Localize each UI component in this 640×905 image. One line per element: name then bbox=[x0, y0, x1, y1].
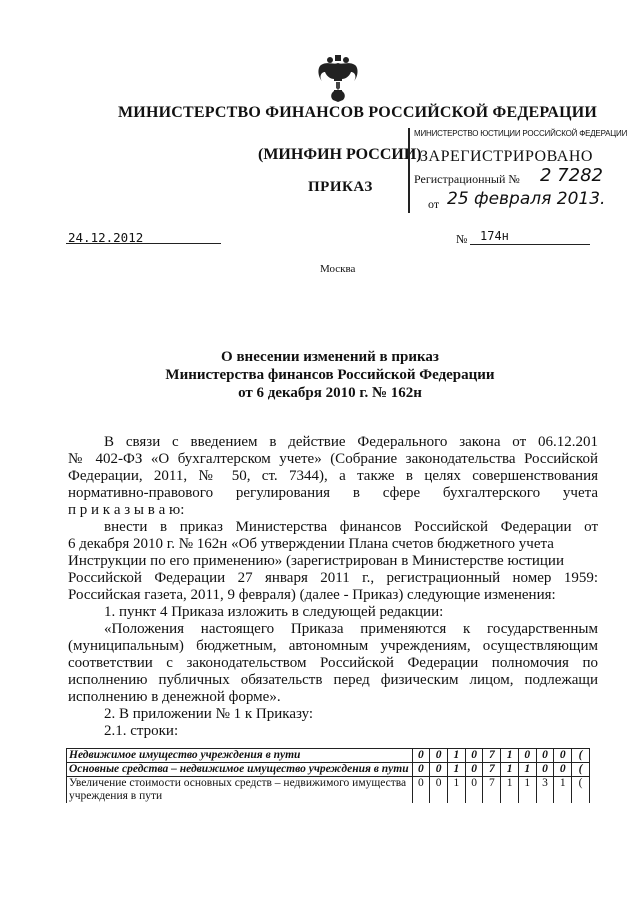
row-name: Основные средства – недвижимое имущество учреждения в пути bbox=[67, 763, 413, 777]
digit-cell: 0 bbox=[465, 763, 483, 777]
number-sign: № bbox=[456, 232, 468, 246]
title-line-3: от 6 декабря 2010 г. № 162н bbox=[238, 385, 422, 401]
city: Москва bbox=[320, 263, 356, 275]
order-number: 174н bbox=[480, 229, 509, 243]
body-line: В связи с введением в действие Федерального закона от 06.12.201 bbox=[104, 434, 598, 450]
ministry-name: МИНИСТЕРСТВО ФИНАНСОВ РОССИЙСКОЙ ФЕДЕРАЦИИ bbox=[118, 104, 598, 121]
body-line: 6 декабря 2010 г. № 162н «Об утверждении Плана счетов бюджетного учета bbox=[68, 536, 554, 552]
ministry-abbreviation: (МИНФИН РОССИИ) bbox=[258, 146, 422, 163]
order-body bbox=[68, 434, 598, 740]
digit-cell: ( bbox=[572, 763, 590, 777]
digit-cell: 0 bbox=[554, 749, 572, 763]
body-line: внести в приказ Министерства финансов Российской Федерации от bbox=[104, 519, 598, 535]
digit-cell: 0 bbox=[412, 749, 430, 763]
stamp-border bbox=[408, 128, 414, 213]
digit-cell: 1 bbox=[554, 777, 572, 804]
digit-cell: 1 bbox=[518, 777, 536, 804]
table-row bbox=[67, 777, 590, 804]
table-row bbox=[67, 749, 590, 763]
body-line: исполнению в денежной форме». bbox=[68, 689, 281, 705]
stamp-reg-number: 2 7282 bbox=[540, 165, 603, 186]
digit-cell: ( bbox=[572, 777, 590, 804]
order-title bbox=[120, 348, 540, 402]
body-line: № 402-ФЗ «О бухгалтерском учете» (Собрание законодательства Российской bbox=[68, 451, 598, 467]
digit-cell: 7 bbox=[483, 777, 501, 804]
stamp-registered: ЗАРЕГИСТРИРОВАНО bbox=[420, 148, 593, 165]
title-line-2: Министерства финансов Российской Федерации bbox=[165, 367, 495, 383]
digit-cell: 1 bbox=[448, 777, 466, 804]
body-line: Инструкции по его применению» (зарегистрирован в Министерстве юстиции bbox=[68, 553, 564, 569]
title-line-1: О внесении изменений в приказ bbox=[221, 349, 439, 365]
row-name: Увеличение стоимости основных средств – недвижимого имущества учреждения в пути bbox=[67, 777, 413, 804]
digit-cell: 0 bbox=[465, 749, 483, 763]
body-line: «Положения настоящего Приказа применяются к государственным bbox=[104, 621, 598, 637]
accounts-table bbox=[66, 748, 590, 803]
digit-cell: 1 bbox=[501, 777, 519, 804]
body-line: (муниципальным) бюджетным, автономным учреждениям, осуществляющим bbox=[68, 638, 598, 654]
digit-cell: 0 bbox=[430, 777, 448, 804]
digit-cell: 0 bbox=[554, 763, 572, 777]
table-row bbox=[67, 763, 590, 777]
body-line: нормативно-правового регулирования в сфере бухгалтерского учета bbox=[68, 485, 598, 501]
body-line: Российской Федерации 27 января 2011 г., регистрационный номер 1959: bbox=[68, 570, 598, 586]
row-name: Недвижимое имущество учреждения в пути bbox=[67, 749, 413, 763]
document-type: ПРИКАЗ bbox=[308, 179, 373, 195]
digit-cell: 3 bbox=[536, 777, 554, 804]
body-line: 1. пункт 4 Приказа изложить в следующей редакции: bbox=[104, 604, 444, 620]
digit-cell: 0 bbox=[430, 749, 448, 763]
digit-cell: 1 bbox=[501, 749, 519, 763]
body-line: 2. В приложении № 1 к Приказу: bbox=[104, 706, 314, 722]
digit-cell: 0 bbox=[518, 749, 536, 763]
order-date: 24.12.2012 bbox=[68, 230, 144, 245]
body-line: Федерации, 2011, № 50, ст. 7344), а также в целях совершенствования bbox=[68, 468, 598, 484]
date-underline bbox=[66, 243, 221, 244]
stamp-from-label: от bbox=[428, 197, 440, 211]
number-underline bbox=[470, 244, 590, 245]
digit-cell: 7 bbox=[483, 749, 501, 763]
stamp-reg-date: 25 февраля 2013. bbox=[447, 189, 606, 209]
digit-cell: 1 bbox=[501, 763, 519, 777]
body-line: исполнению публичных обязательств перед физическим лицом, подлежащи bbox=[68, 672, 598, 688]
digit-cell: 1 bbox=[448, 763, 466, 777]
state-emblem-icon bbox=[313, 55, 363, 103]
digit-cell: 1 bbox=[448, 749, 466, 763]
digit-cell: 0 bbox=[536, 749, 554, 763]
stamp-reg-label: Регистрационный № bbox=[414, 172, 520, 186]
digit-cell: ( bbox=[572, 749, 590, 763]
digit-cell: 0 bbox=[536, 763, 554, 777]
body-line: 2.1. строки: bbox=[104, 723, 179, 739]
body-line: п р и к а з ы в а ю: bbox=[68, 502, 185, 518]
digit-cell: 0 bbox=[465, 777, 483, 804]
digit-cell: 0 bbox=[412, 763, 430, 777]
digit-cell: 7 bbox=[483, 763, 501, 777]
digit-cell: 0 bbox=[430, 763, 448, 777]
stamp-ministry: МИНИСТЕРСТВО ЮСТИЦИИ РОССИЙСКОЙ ФЕДЕРАЦИИ bbox=[414, 129, 628, 138]
body-line: соответствии с законодательством Российской Федерации полномочия по bbox=[68, 655, 598, 671]
body-line: Российская газета, 2011, 9 февраля) (далее - Приказ) следующие изменения: bbox=[68, 587, 556, 603]
digit-cell: 0 bbox=[412, 777, 430, 804]
digit-cell: 1 bbox=[518, 763, 536, 777]
